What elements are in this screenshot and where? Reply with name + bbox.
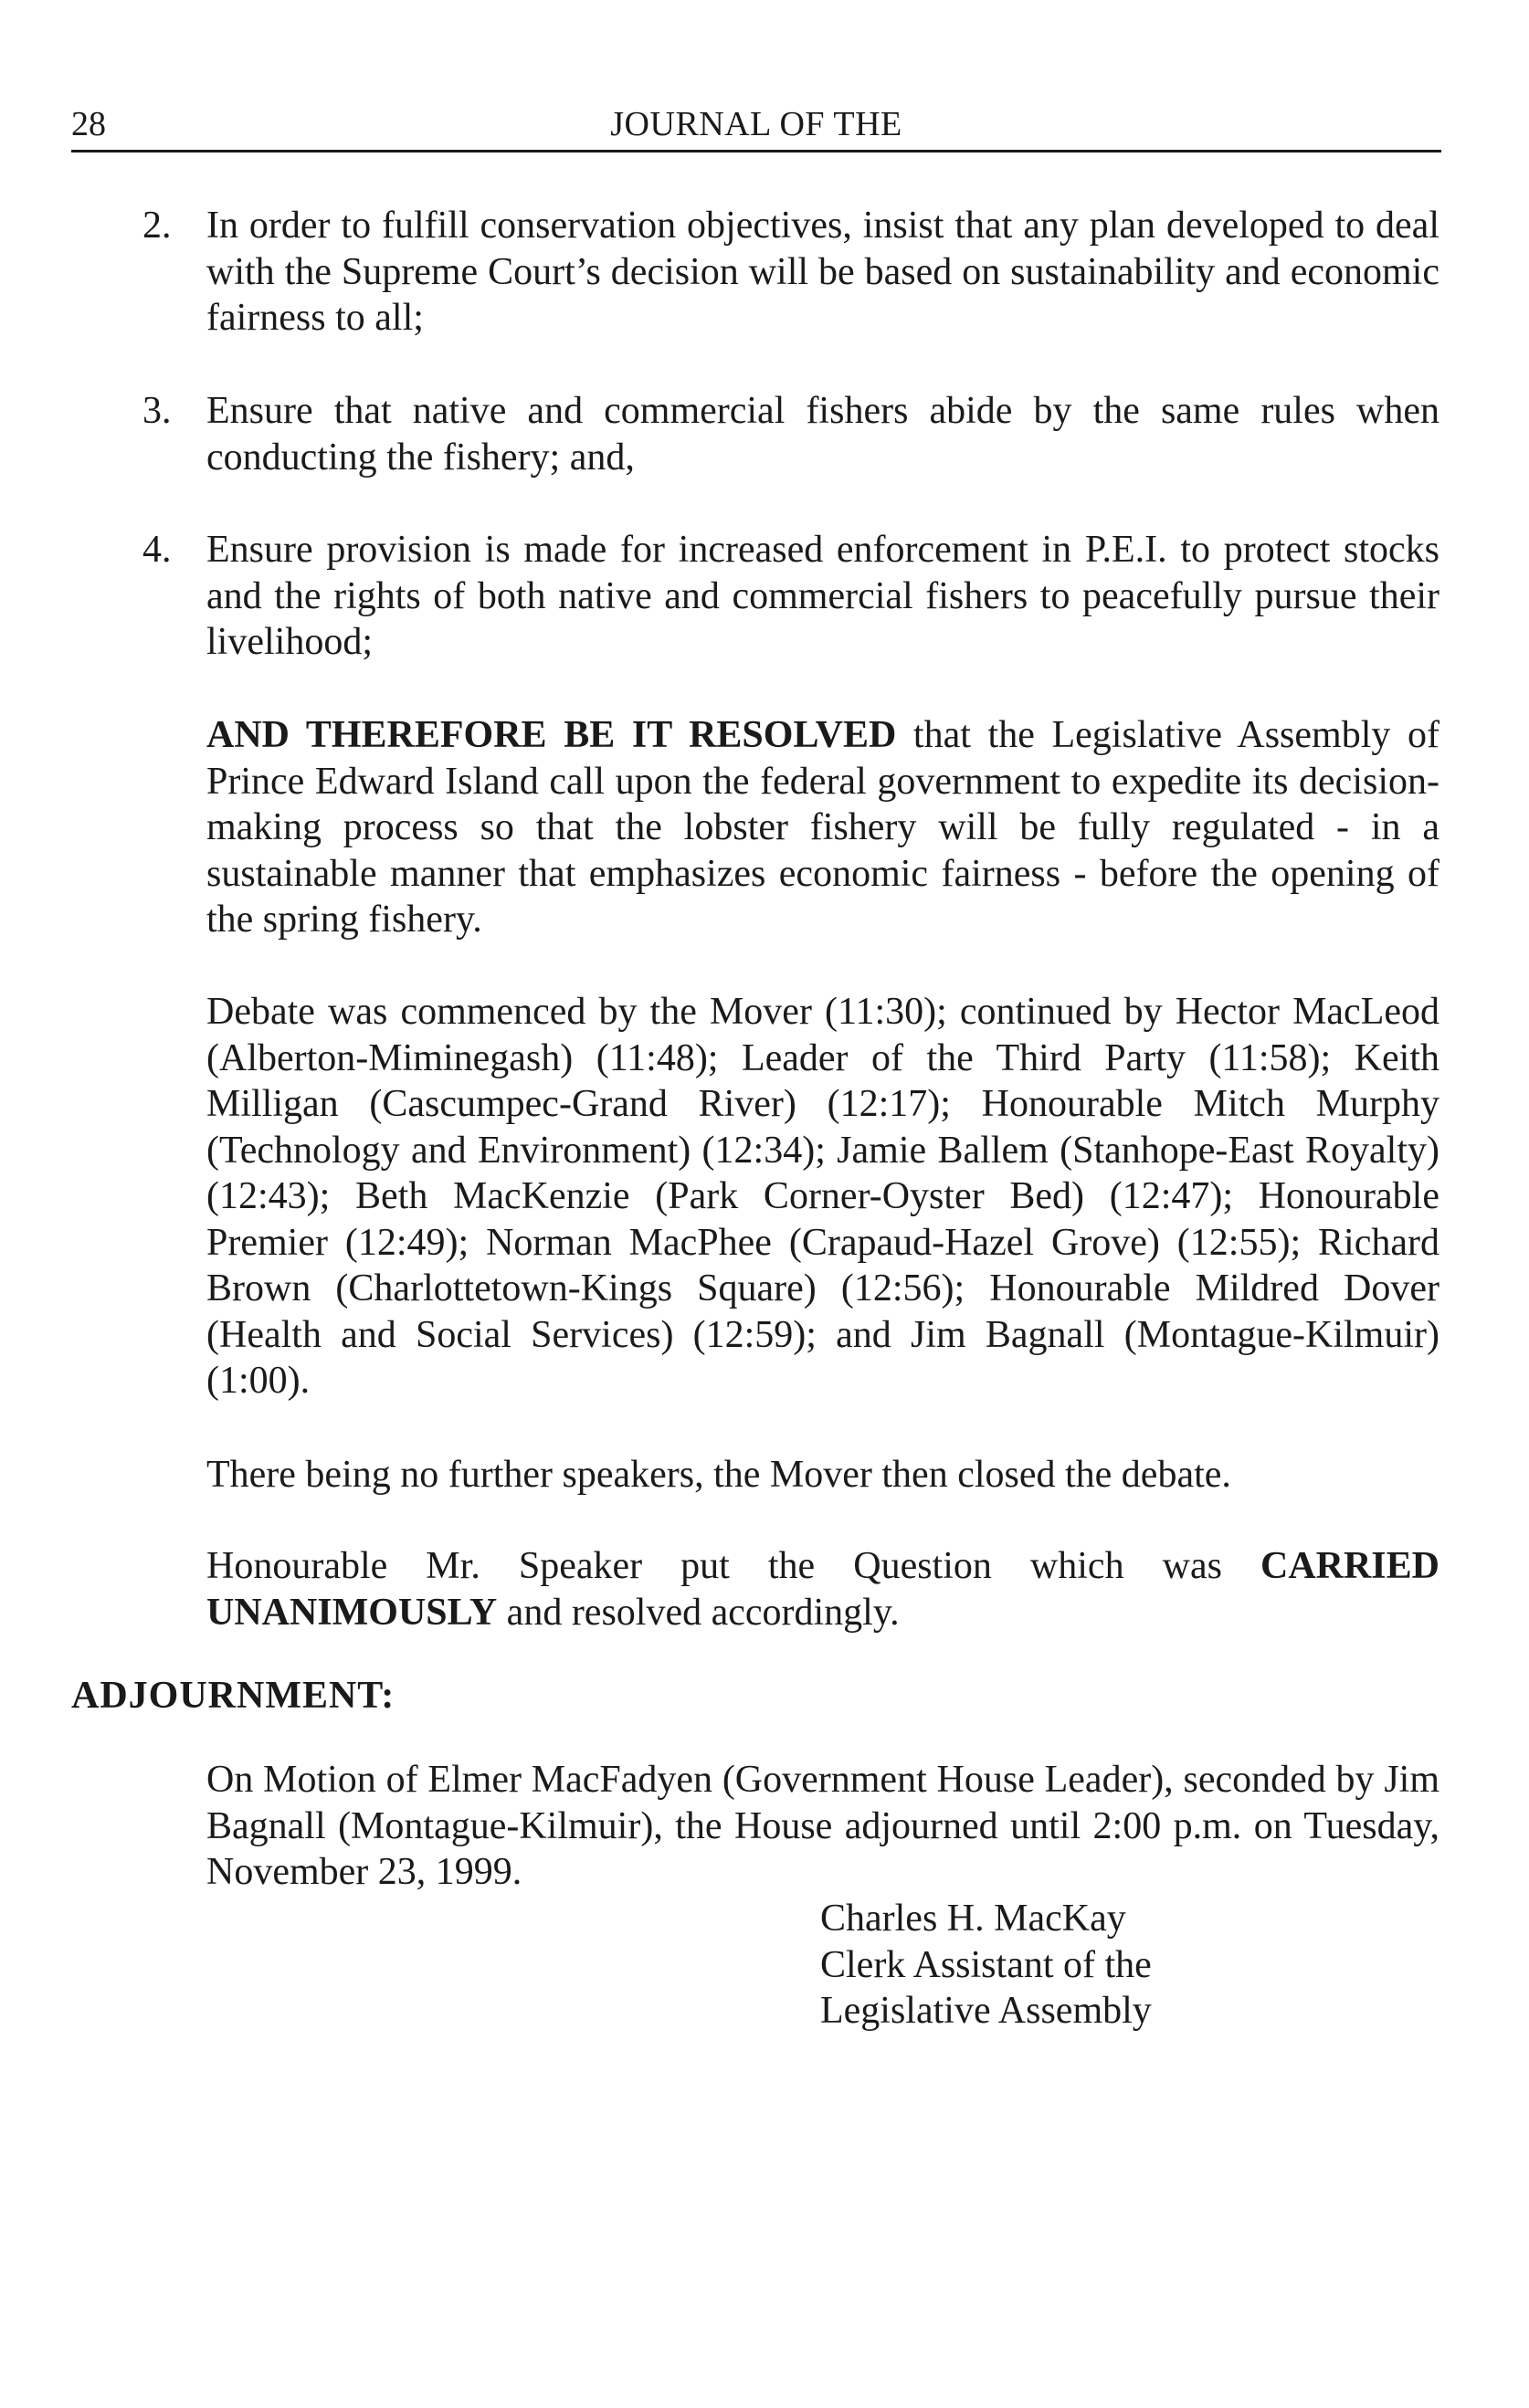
question-result: CARRIED UNANIMOUSLY — [206, 1545, 1439, 1634]
signature-block — [820, 1896, 1152, 2035]
list-item-text: In order to fulfill conservation objectives, insist that any plan developed to deal with the Supreme Court’s decision will be based on sustainability and economic fairness to all; — [206, 205, 1439, 339]
debate-paragraph: Debate was commenced by the Mover (11:30); continued by Hector MacLeod (Alberton-Miminegash) (11:48); Leader of the Third Party (11:58); Keith Milligan (Cascumpec-Grand River) (12:17); Honourable Mitch Murphy (Technology and Environment) (12:34); Jamie Ballem (Stanhope-East Royalty) (12:43); Beth MacKenzie (Park Corner-Oyster Bed) (12:47); Honourable Premier (12:49); Norman MacPhee (Crapaud-Hazel Grove) (12:55); Richard Brown (Charlottetown-Kings Square) (12:56); Honourable Mildred Dover (Health and Social Services) (12:59); and Jim Bagnall (Montague-Kilmuir) (1:00). — [206, 991, 1439, 1402]
page-header — [71, 99, 1441, 152]
list-item-3 — [142, 388, 1439, 480]
question-tail: and resolved accordingly. — [497, 1591, 900, 1634]
list-item-text: Ensure provision is made for increased enforcement in P.E.I. to protect stocks and the rights of both native and commercial fishers to peacefully pursue their livelihood; — [206, 529, 1439, 663]
resolution-lead: AND THEREFORE BE IT RESOLVED — [206, 714, 897, 756]
list-item-2 — [142, 203, 1439, 342]
list-item-number: 3. — [142, 390, 172, 432]
page-number: 28 — [71, 105, 106, 143]
list-item-number: 4. — [142, 529, 172, 571]
running-head: JOURNAL OF THE — [610, 105, 902, 143]
adjournment-paragraph: On Motion of Elmer MacFadyen (Government House Leader), seconded by Jim Bagnall (Montague-Kilmuir), the House adjourned until 2:00 p.m. on Tuesday, November 23, 1999. — [206, 1759, 1439, 1893]
list-item-text: Ensure that native and commercial fishers abide by the same rules when conducting the fishery; and, — [206, 390, 1439, 478]
adjournment-heading: ADJOURNMENT: — [71, 1675, 395, 1717]
question-paragraph — [206, 1543, 1439, 1635]
signature-title-line2: Legislative Assembly — [820, 1990, 1152, 2032]
resolution-paragraph — [206, 712, 1439, 943]
question-text: Honourable Mr. Speaker put the Question which was — [206, 1545, 1260, 1587]
signature-title-line1: Clerk Assistant of the — [820, 1943, 1152, 1986]
closing-paragraph: There being no further speakers, the Mover then closed the debate. — [206, 1454, 1231, 1496]
list-item-number: 2. — [142, 205, 172, 247]
signature-name: Charles H. MacKay — [820, 1898, 1126, 1940]
list-item-4 — [142, 527, 1439, 666]
resolution-text: that the Legislative Assembly of Prince Edward Island call upon the federal government to expedite its decision-making process so that the lobster fishery will be fully regulated - in a sustainable manner that emphasizes economic fairness - before the opening of the spring fishery. — [206, 714, 1439, 941]
